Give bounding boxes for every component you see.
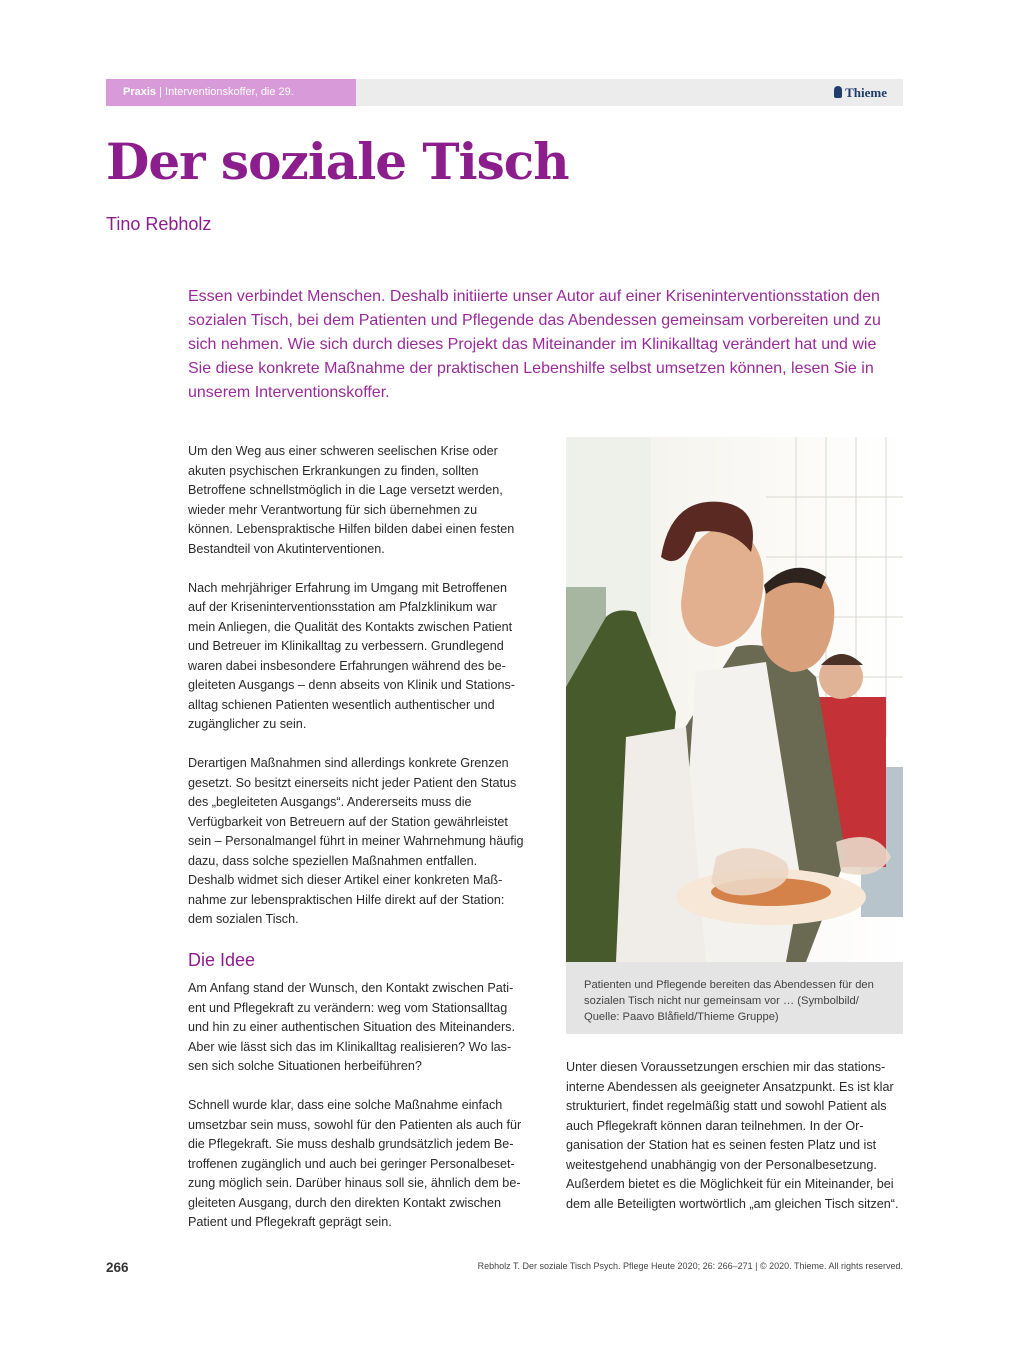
photo-caption: Patienten und Pflegende bereiten das Abendessen für den sozialen Tisch nicht nur gemeinsam vor … (Symbolbild/ Quelle: Paavo Blåfield/Thieme Gruppe) [566,962,903,1034]
left-column [188,442,525,1252]
article-author: Tino Rebholz [106,214,212,234]
publisher-logo [834,79,887,106]
article-title: Der soziale Tisch [106,132,569,191]
citation-footer: Rebholz T. Der soziale Tisch Psych. Pflege Heute 2020; 26: 266–271 | © 2020. Thieme. All rights reserved. [477,1261,903,1271]
photo-illustration [566,437,903,962]
kitchen-photo [566,437,903,962]
paragraph: Schnell wurde klar, dass eine solche Maßnahme einfach umsetzbar sein muss, sowohl für den Patienten als auch für die Pflegekraft. Sie muss deshalb grundsätzlich jedem Betroffenen zugänglich und auch bei geringer Personalbesetzung möglich sein. Darüber hinaus soll sie, ähnlich dem begleiteten Ausgang, durch den direkten Kontakt zwischen Patient und Pflegekraft geprägt sein. [188,1098,522,1229]
paragraph: Um den Weg aus einer schweren seelischen Krise oder akuten psychischen Erkrankungen zu finden, sollten Betroffene schnellstmöglich in die Lage versetzt werden, wieder mehr Verantwortung für sich übernehmen zu können. Lebenspraktische Hilfen bilden dabei einen festen Bestandteil von Akutinterventionen. [188,444,515,556]
paragraph: Nach mehrjähriger Erfahrung im Umgang mit Betroffenen auf der Kriseninterventionsstation am Pfalzklinikum war mein Anliegen, die Qualität des Kontakts zwischen Patient und Betreuer im Klinikalltag zu verbessern. Grundlegend waren dabei insbesondere Erfahrungen während des begleiteten Ausgangs – denn abseits von Klinik und Stationsalltag schienen Patienten wesentlich authentischer und zugänglicher zu sein. [188,580,515,731]
right-column [566,1058,903,1234]
section-label: Praxis [123,86,157,98]
publisher-name: Thieme [845,85,887,100]
paragraph: Am Anfang stand der Wunsch, den Kontakt zwischen Patient und Pflegekraft zu verändern: weg vom Stationsalltag und hin zu einer authentischen Situation des Miteinanders. Aber wie lässt sich das im Klinikalltag realisieren? Wo lassen sich solche Situationen herbeiführen? [188,981,515,1073]
section-tab [106,79,356,106]
paragraph: Derartigen Maßnahmen sind allerdings konkrete Grenzen gesetzt. So besitzt einerseits nicht jeder Patient den Status des „begleiteten Ausgangs“. Andererseits muss die Verfügbarkeit von Betreuern auf der Station gewährleistet sein – Personalmangel führt in meiner Wahrnehmung häufig dazu, dass solche speziellen Maßnahmen entfallen. Deshalb widmet sich dieser Artikel einer konkreten Maßnahme zur lebenspraktischen Hilfe direkt auf der Station: dem sozialen Tisch. [188,756,524,926]
paragraph: Unter diesen Voraussetzungen erschien mir das stationsinterne Abendessen als geeigneter Ansatzpunkt. Es ist klar strukturiert, findet regelmäßig statt und sowohl Patient als auch Pflegekraft können daran teilnehmen. In der Organisation der Station hat es seinen festen Platz und ist weitestgehend unabhängig von der Personalbesetzung. Außerdem bietet es die Möglichkeit für ein Miteinander, bei dem alle Beteiligten wortwörtlich „am gleichen Tisch sitzen“. [566,1060,899,1211]
page-number: 266 [106,1260,129,1275]
header-separator: | [159,86,162,98]
section-heading: Die Idee [188,950,256,970]
series-label: Interventionskoffer, die 29. [165,86,294,98]
article-lead: Essen verbindet Menschen. Deshalb initiierte unser Autor auf einer Kriseninterventionsstation den sozialen Tisch, bei dem Patienten und Pflegende das Abendessen gemeinsam vorbereiten und zu sich nehmen. Wie sich durch dieses Projekt das Miteinander im Klinikalltag verändert hat und wie Sie diese konkrete Maßnahme der praktischen Lebenshilfe selbst umsetzen können, lesen Sie in unserem Interventionskoffer. [188,288,881,401]
thieme-icon [834,86,842,98]
running-header [106,79,903,106]
